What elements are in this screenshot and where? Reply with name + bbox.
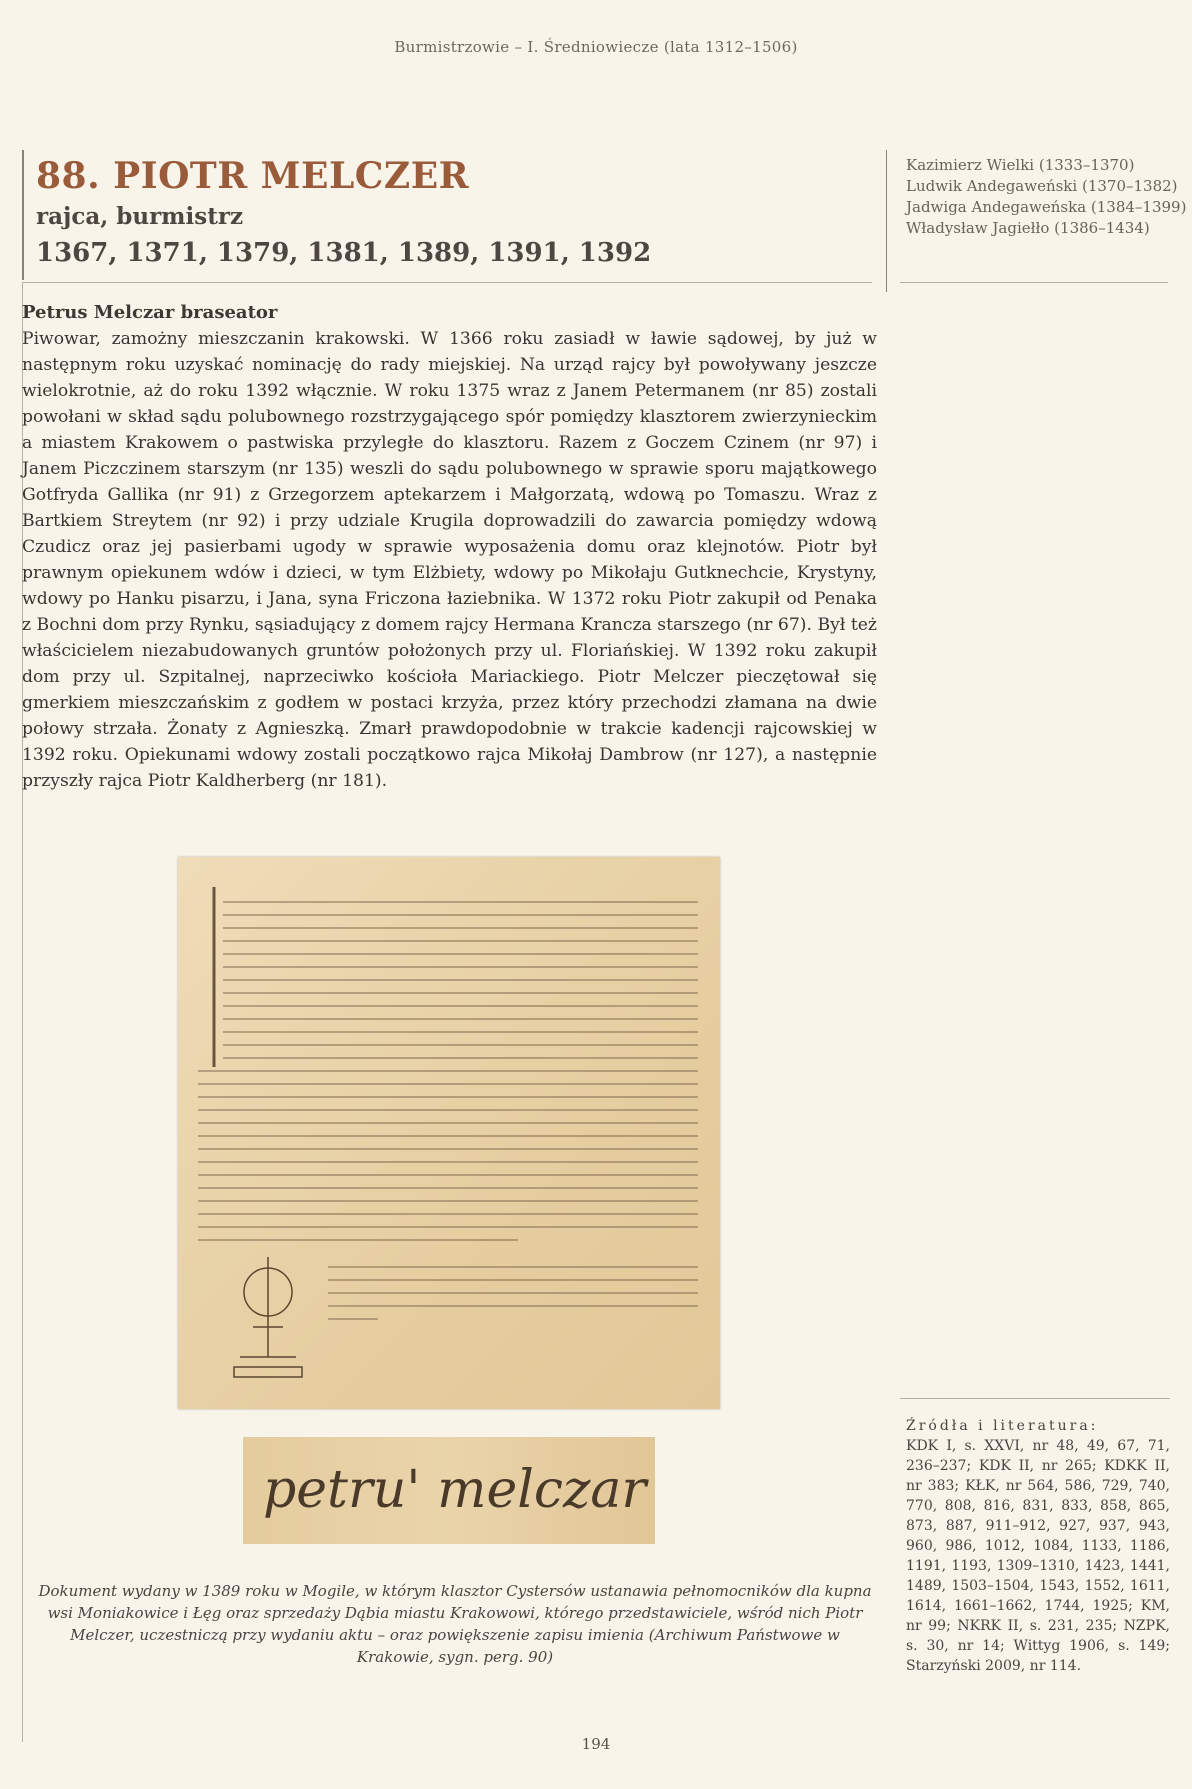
sources-heading: Źródła i literatura: (906, 1418, 1099, 1434)
entry-title: 88. PIOTR MELCZER (36, 155, 470, 197)
heading-rule (22, 282, 872, 283)
latin-name: Petrus Melczar braseator (22, 302, 278, 323)
signature-svg (243, 1437, 655, 1544)
entry-years: 1367, 1371, 1379, 1381, 1389, 1391, 1392 (36, 238, 652, 268)
ruler-item: Jadwiga Andegaweńska (1384–1399) (906, 198, 1187, 216)
signature-text: petru' melczar (263, 1460, 647, 1520)
merchant-mark-icon (234, 1257, 302, 1377)
figure-caption: Dokument wydany w 1389 roku w Mogile, w którym klasztor Cystersów ustanawia pełnomocników dla kupna wsi Moniakowice i Łęg oraz sprzedaży Dąbia miastu Krakowowi, którego przedstawiciele, wśród nich Piotr Melczer, uczestniczą przy wydaniu aktu – oraz powiększenie zapisu imienia (Archiwum Państwowe w Krakowie, sygn. perg. 90) (38, 1582, 872, 1666)
parchment-script (178, 857, 720, 1409)
ruler-item: Ludwik Andegaweński (1370–1382) (906, 177, 1178, 195)
entry-subtitle: rajca, burmistrz (36, 203, 244, 230)
biography (22, 300, 877, 794)
biography-text: Piwowar, zamożny mieszczanin krakowski. W 1366 roku zasiadł w ławie sądowej, by już w następnym roku uzyskać nominację do rady miejskiej. Na urząd rajcy był powoływany jeszcze wielokrotnie, aż do roku 1392 włącznie. W roku 1375 wraz z Janem Petermanem (nr 85) zostali powołani w skład sądu polubownego rozstrzygającego spór pomiędzy klasztorem zwierzynieckim a miastem Krakowem o pastwiska przyległe do klasztoru. Razem z Goczem Czinem (nr 97) i Janem Piczczinem starszym (nr 135) weszli do sądu polubownego w sprawie sporu majątkowego Gotfryda Gallika (nr 91) z Grzegorzem aptekarzem i Małgorzatą, wdową po Tomaszu. Wraz z Bartkiem Streytem (nr 92) i przy udziale Krugila doprowadzili do zawarcia pomiędzy wdową Czudicz oraz jej pasierbami ugody w sprawie wyposażenia domu oraz klejnotów. Piotr był prawnym opiekunem wdów i dzieci, w tym Elżbiety, wdowy po Mikołaju Gutknechcie, Krystyny, wdowy po Hanku pisarzu, i Jana, syna Friczona łaziebnika. W 1372 roku Piotr zakupił od Penaka z Bochni dom przy Rynku, sąsiadujący z domem rajcy Hermana Krancza starszego (nr 67). Był też właścicielem niezabudowanych gruntów położonych przy ul. Floriańskiej. W 1392 roku zakupił dom przy ul. Szpitalnej, naprzeciwko kościoła Mariackiego. Piotr Melczer pieczętował się gmerkiem mieszczańskim z godłem w postaci krzyża, przez który przechodzi złamana na dwie połowy strzała. Żonaty z Agnieszką. Zmarł prawdopodobnie w trakcie kadencji rajcowskiej w 1392 roku. Opiekunami wdowy zostali początkowo rajca Mikołaj Dambrow (nr 127), a następnie przyszły rajca Piotr Kaldherberg (nr 181). (22, 329, 877, 791)
sources-block (906, 1416, 1170, 1676)
signature-enlargement-image (243, 1437, 655, 1544)
page-number: 194 (581, 1735, 611, 1753)
sidebar-divider (886, 150, 887, 292)
ruler-item: Władysław Jagiełło (1386–1434) (906, 219, 1150, 237)
parchment-document-image (178, 857, 720, 1409)
sources-rule (900, 1398, 1170, 1399)
sources-text: KDK I, s. XXVI, nr 48, 49, 67, 71, 236–237; KDK II, nr 265; KDKK II, nr 383; KŁK, nr 564, 586, 729, 740, 770, 808, 816, 831, 833, 858, 865, 873, 887, 911–912, 927, 937, 943, 960, 986, 1012, 1084, 1133, 1186, 1191, 1193, 1309–1310, 1423, 1441, 1489, 1503–1504, 1543, 1552, 1611, 1614, 1661–1662, 1744, 1925; KM, nr 99; NKRK II, s. 231, 235; NZPK, s. 30, nr 14; Wittyg 1906, s. 149; Starzyński 2009, nr 114. (906, 1438, 1170, 1674)
running-head: Burmistrzowie – I. Średniowiecze (lata 1312–1506) (394, 38, 798, 56)
entry-heading (22, 150, 878, 280)
sidebar-rule (900, 282, 1168, 283)
ruler-item: Kazimierz Wielki (1333–1370) (906, 156, 1135, 174)
rulers-list (906, 155, 1187, 239)
